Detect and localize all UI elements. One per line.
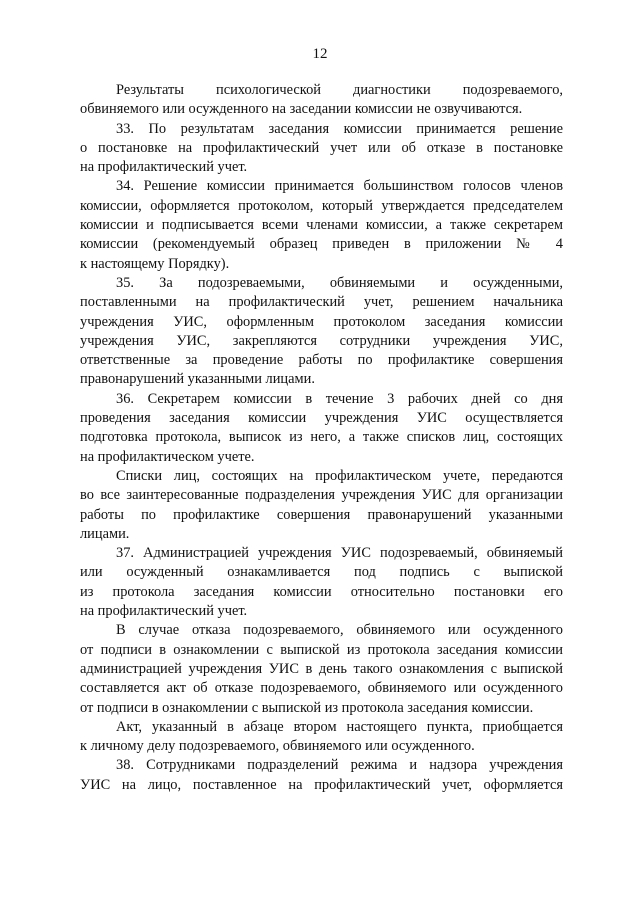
paragraph bbox=[80, 467, 563, 544]
text-line: комиссии и подписывается всеми членами комиссии, а также секретарем bbox=[80, 217, 563, 234]
paragraph bbox=[80, 621, 563, 717]
paragraph bbox=[80, 81, 563, 120]
document-body bbox=[80, 81, 563, 795]
text-line: проведения заседания комиссии учреждения УИС осуществляется bbox=[80, 410, 563, 427]
text-line: ответственные за проведение работы по профилактике совершения bbox=[80, 352, 563, 369]
text-line: во все заинтересованные подразделения учреждения УИС для организации bbox=[80, 487, 563, 504]
text-line: Акт, указанный в абзаце втором настоящего пункта, приобщается bbox=[116, 718, 563, 735]
text-line: 34. Решение комиссии принимается большинством голосов членов bbox=[116, 178, 563, 195]
text-line: Списки лиц, состоящих на профилактическом учете, передаются bbox=[116, 467, 563, 484]
text-line: В случае отказа подозреваемого, обвиняемого или осужденного bbox=[116, 622, 563, 639]
text-line: 38. Сотрудниками подразделений режима и надзора учреждения bbox=[116, 757, 563, 774]
text-line: поставленными на профилактический учет, решением начальника bbox=[80, 294, 563, 311]
page-number: 12 bbox=[312, 46, 328, 62]
text-line: УИС на лицо, поставленное на профилактический учет, оформляется bbox=[80, 776, 563, 793]
text-line: 33. По результатам заседания комиссии принимается решение bbox=[116, 120, 563, 137]
text-line: от подписи в ознакомлении с выпиской из протокола заседания комиссии bbox=[80, 641, 563, 658]
text-line: комиссии (рекомендуемый образец приведен в приложении № 4 bbox=[80, 236, 563, 253]
text-line: от подписи в ознакомлении с выпиской из протокола заседания комиссии. bbox=[80, 699, 534, 716]
paragraph-item-36 bbox=[80, 390, 563, 467]
text-line: комиссии, оформляется протоколом, который утверждается председателем bbox=[80, 197, 563, 214]
text-line: 35. За подозреваемыми, обвиняемыми и осужденными, bbox=[116, 274, 563, 291]
text-line: на профилактический учет. bbox=[80, 603, 248, 620]
text-line: из протокола заседания комиссии относительно постановки его bbox=[80, 583, 563, 600]
text-line: лицами. bbox=[80, 525, 130, 542]
text-line: к личному делу подозреваемого, обвиняемого или осужденного. bbox=[80, 738, 475, 755]
paragraph-item-34 bbox=[80, 177, 563, 273]
text-line: 37. Администрацией учреждения УИС подозреваемый, обвиняемый bbox=[116, 545, 563, 562]
text-line: 36. Секретарем комиссии в течение 3 рабочих дней со дня bbox=[116, 390, 563, 407]
text-line: учреждения УИС, оформленным протоколом заседания комиссии bbox=[80, 313, 563, 330]
text-line: к настоящему Порядку). bbox=[80, 255, 230, 272]
text-line: правонарушений указанными лицами. bbox=[80, 371, 315, 388]
text-line: или осужденный ознакамливается под подпись с выпиской bbox=[80, 564, 563, 581]
text-line: на профилактическом учете. bbox=[80, 448, 255, 465]
text-line: подготовка протокола, выписок из него, а также списков лиц, состоящих bbox=[80, 429, 563, 446]
paragraph-item-37 bbox=[80, 544, 563, 621]
text-line: Результаты психологической диагностики подозреваемого, bbox=[116, 82, 563, 98]
text-line: на профилактический учет. bbox=[80, 159, 248, 176]
text-line: обвиняемого или осужденного на заседании комиссии не озвучиваются. bbox=[80, 101, 523, 118]
text-line: учреждения УИС, закрепляются сотрудники учреждения УИС, bbox=[80, 332, 563, 349]
paragraph-item-33 bbox=[80, 120, 563, 178]
text-line: администрацией учреждения УИС в день такого ознакомления с выпиской bbox=[80, 660, 563, 677]
paragraph-item-35 bbox=[80, 274, 563, 390]
text-line: работы по профилактике совершения правонарушений указанными bbox=[80, 506, 563, 523]
text-line: о постановке на профилактический учет или об отказе в постановке bbox=[80, 139, 563, 156]
paragraph bbox=[80, 718, 563, 757]
text-line: составляется акт об отказе подозреваемого, обвиняемого или осужденного bbox=[80, 680, 563, 697]
paragraph-item-38 bbox=[80, 756, 563, 795]
